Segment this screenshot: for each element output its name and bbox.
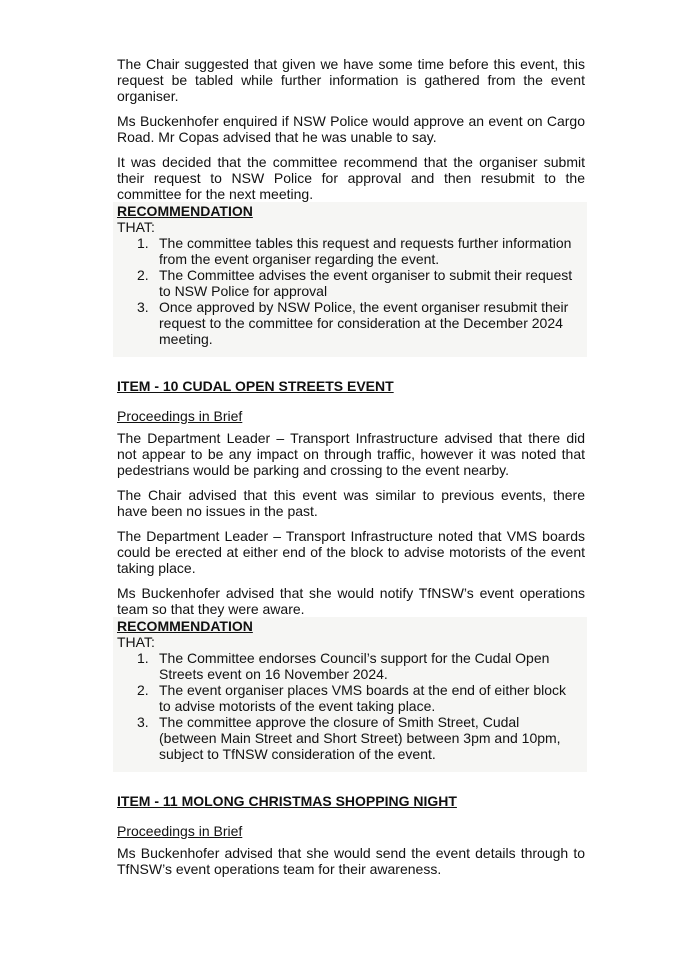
list-item xyxy=(137,235,585,267)
list-number: 1. xyxy=(137,235,149,251)
page-content xyxy=(117,56,585,886)
recommendation-list xyxy=(117,650,585,762)
list-number: 2. xyxy=(137,682,149,698)
recommendation-title: RECOMMENDATION xyxy=(117,618,253,634)
intro-paragraph: It was decided that the committee recommend that the organiser submit their request to NSW Police for approval and then resubmit to the committee for the next meeting. xyxy=(117,154,585,202)
body-paragraph: The Department Leader – Transport Infrastructure noted that VMS boards could be erected at either end of the block to advise motorists of the event taking place. xyxy=(117,528,585,576)
recommendation-that: THAT: xyxy=(117,634,155,650)
recommendation-that: THAT: xyxy=(117,219,155,235)
list-number: 2. xyxy=(137,267,149,283)
recommendation-box xyxy=(113,617,587,772)
body-paragraph: The Department Leader – Transport Infrastructure advised that there did not appear to be any impact on through traffic, however it was noted that pedestrians would be parking and crossing to the event nearby. xyxy=(117,430,585,478)
intro-paragraph: Ms Buckenhofer enquired if NSW Police would approve an event on Cargo Road. Mr Copas advised that he was unable to say. xyxy=(117,113,585,145)
recommendation-box xyxy=(113,202,587,357)
list-text: Once approved by NSW Police, the event organiser resubmit their request to the committee for consideration at the December 2024 meeting. xyxy=(159,299,569,347)
list-item xyxy=(137,682,585,714)
intro-paragraph: The Chair suggested that given we have some time before this event, this request be tabled while further information is gathered from the event organiser. xyxy=(117,56,585,104)
list-text: The Committee advises the event organiser to submit their request to NSW Police for approval xyxy=(159,267,573,299)
list-text: The Committee endorses Council’s support for the Cudal Open Streets event on 16 November 2024. xyxy=(159,650,550,682)
list-item xyxy=(137,267,585,299)
recommendation-list xyxy=(117,235,585,347)
body-paragraph: Ms Buckenhofer advised that she would send the event details through to TfNSW’s event operations team for their awareness. xyxy=(117,845,585,877)
list-text: The committee tables this request and requests further information from the event organiser regarding the event. xyxy=(159,235,572,267)
proceedings-in-brief-label: Proceedings in Brief xyxy=(117,408,243,424)
body-paragraph: The Chair advised that this event was similar to previous events, there have been no issues in the past. xyxy=(117,487,585,519)
proceedings-in-brief-label: Proceedings in Brief xyxy=(117,823,243,839)
list-item xyxy=(137,714,585,762)
body-paragraph: Ms Buckenhofer advised that she would notify TfNSW’s event operations team so that they were aware. xyxy=(117,585,585,617)
list-item xyxy=(137,299,585,347)
list-number: 3. xyxy=(137,299,149,315)
list-text: The committee approve the closure of Smith Street, Cudal (between Main Street and Short Street) between 3pm and 10pm, subject to TfNSW consideration of the event. xyxy=(159,714,561,762)
section-heading-item-11: ITEM - 11 MOLONG CHRISTMAS SHOPPING NIGHT xyxy=(117,793,457,809)
list-text: The event organiser places VMS boards at the end of either block to advise motorists of the event taking place. xyxy=(159,682,567,714)
list-number: 1. xyxy=(137,650,149,666)
list-item xyxy=(137,650,585,682)
list-number: 3. xyxy=(137,714,149,730)
recommendation-title: RECOMMENDATION xyxy=(117,203,253,219)
section-heading-item-10: ITEM - 10 CUDAL OPEN STREETS EVENT xyxy=(117,378,394,394)
